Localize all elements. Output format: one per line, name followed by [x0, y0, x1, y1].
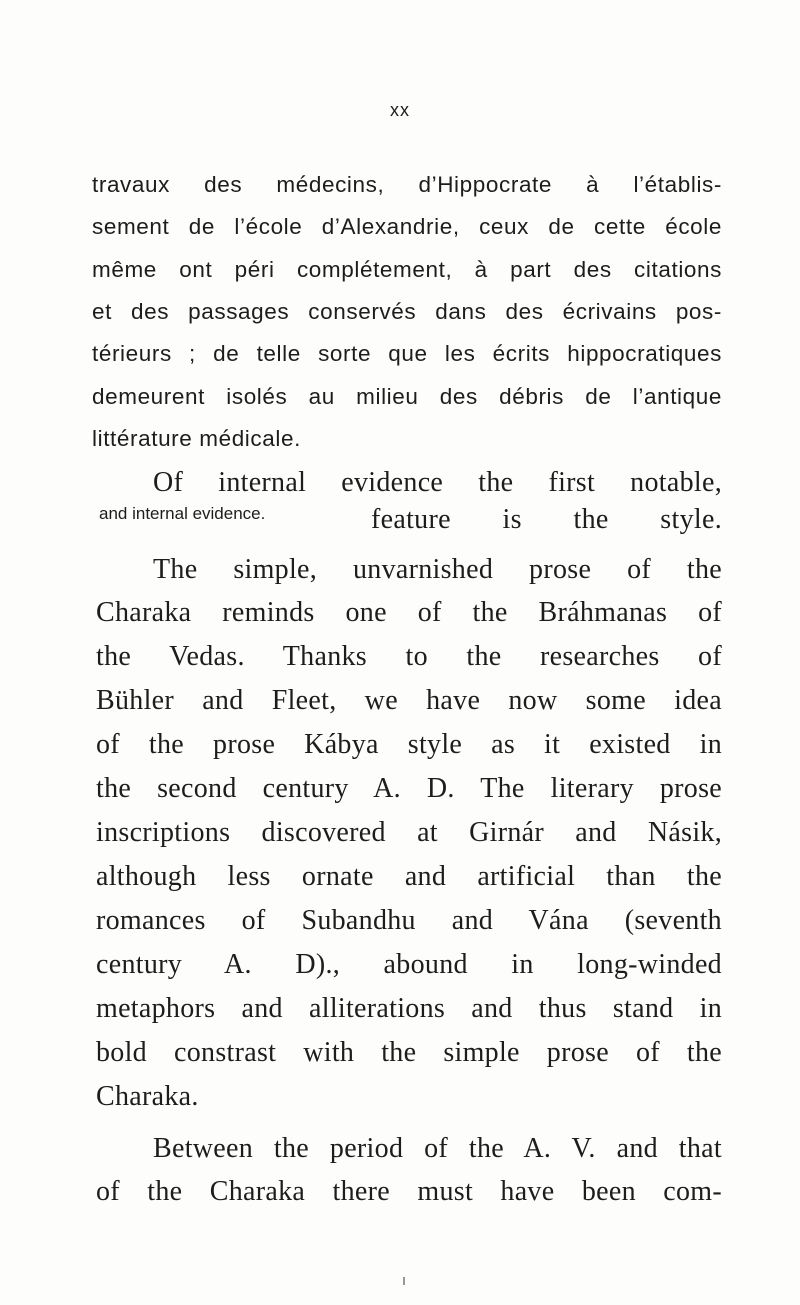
text-line: century A. D)., abound in long-winded [96, 949, 722, 980]
text-line: térieurs ; de telle sorte que les écrits hippocratiques [92, 341, 722, 366]
text-line: of the Charaka there must have been com- [96, 1176, 722, 1207]
text-line: of the prose Kábya style as it existed in [96, 729, 722, 760]
text-line: littérature médicale. [92, 426, 301, 451]
text-line: Of internal evidence the first notable, [153, 467, 722, 498]
text-line: The simple, unvarnished prose of the [153, 554, 722, 585]
text-line: demeurent isolés au milieu des débris de l’antique [92, 384, 722, 409]
text-line: the Vedas. Thanks to the researches of [96, 641, 722, 672]
text-line: Between the period of the A. V. and that [153, 1133, 722, 1164]
text-line: sement de l’école d’Alexandrie, ceux de cette école [92, 214, 722, 239]
text-line: the second century A. D. The literary prose [96, 773, 722, 804]
margin-note: and internal evidence. [99, 504, 266, 523]
text-line: travaux des médecins, d’Hippocrate à l’établis- [92, 172, 722, 197]
text-line: metaphors and alliterations and thus stand in [96, 993, 722, 1024]
text-line: although less ornate and artificial than the [96, 861, 722, 892]
text-line: feature is the style. [371, 504, 722, 535]
text-line: romances of Subandhu and Vána (seventh [96, 905, 722, 936]
text-line: bold constrast with the simple prose of the [96, 1037, 722, 1068]
text-line: même ont péri complétement, à part des citations [92, 257, 722, 282]
scan-speck [403, 1277, 405, 1285]
text-line: Charaka. [96, 1081, 199, 1112]
text-line: inscriptions discovered at Girnár and Násik, [96, 817, 722, 848]
page-number: xx [390, 100, 410, 120]
text-line: Bühler and Fleet, we have now some idea [96, 685, 722, 716]
text-line: et des passages conservés dans des écrivains pos- [92, 299, 722, 324]
text-line: Charaka reminds one of the Bráhmanas of [96, 597, 722, 628]
